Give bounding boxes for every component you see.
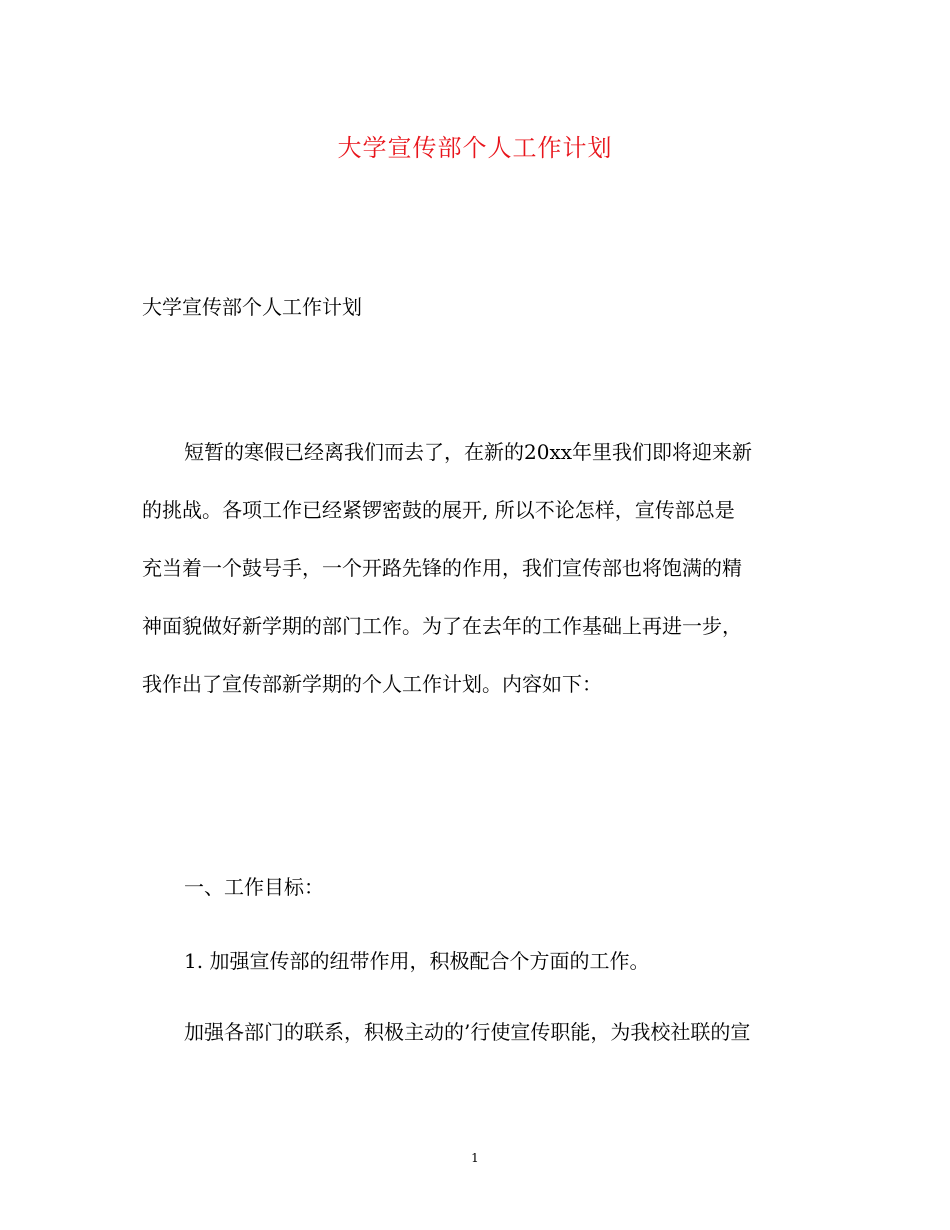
page-number: 1: [471, 1151, 479, 1165]
intro-paragraph: [142, 437, 812, 727]
paragraph-line: 的挑战。各项工作已经紧锣密鼓的展开, 所以不论怎样，宣传部总是: [142, 498, 735, 522]
paragraph-line: 短暂的寒假已经离我们而去了，在新的20xx年里我们即将迎来新: [184, 440, 753, 464]
paragraph-line: 充当着一个鼓号手，一个开路先锋的作用，我们宣传部也将饱满的精: [142, 556, 742, 580]
section-heading: 一、工作目标：: [184, 875, 324, 899]
paragraph-line: 神面貌做好新学期的部门工作。为了在去年的工作基础上再进一步，: [142, 614, 742, 638]
list-item-heading: 1. 加强宣传部的纽带作用，积极配合个方面的工作。: [184, 949, 650, 973]
document-title: 大学宣传部个人工作计划: [337, 134, 613, 162]
list-item-text: 加强各部门的联系，积极主动的’行使宣传职能，为我校社联的宣: [184, 1020, 751, 1044]
document-subtitle: 大学宣传部个人工作计划: [142, 295, 362, 319]
paragraph-line: 我作出了宣传部新学期的个人工作计划。内容如下：: [142, 672, 602, 696]
